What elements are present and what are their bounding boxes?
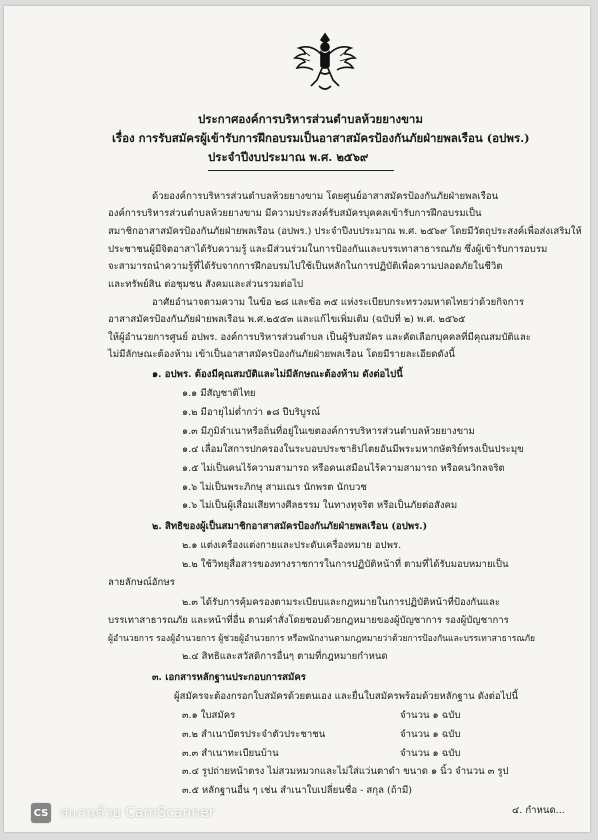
document-item-qty: จำนวน ๑ ฉบับ — [400, 710, 461, 721]
section-3-heading: ๓. เอกสารหลักฐานประกอบการสมัคร — [152, 672, 306, 683]
section-3-intro: ผู้สมัครจะต้องกรอกใบสมัครด้วยตนเอง และยื่นใบสมัครพร้อมด้วยหลักฐาน ดังต่อไปนี้ — [174, 691, 519, 702]
intro-line: ด้วยองค์การบริหารส่วนตำบลห้วยยางขาม โดยศูนย์อาสาสมัครป้องกันภัยฝ่ายพลเรือน — [152, 191, 499, 202]
document-item: ๓.๔ รูปถ่ายหน้าตรง ไม่สวมหมวกและไม่ใส่แว่นตาดำ ขนาด ๑ นิ้ว จำนวน ๓ รูป — [182, 766, 509, 777]
section-2-item: ๒.๒ ใช้วิทยุสื่อสารของทางราชการในการปฏิบัติหน้าที่ ตามที่ได้รับมอบหมายเป็น — [182, 559, 509, 570]
camscanner-logo-icon: CS — [30, 802, 52, 824]
intro-line: จะสามารถนำความรู้ที่ได้รับจากการฝึกอบรมไปใช้เป็นหลักในการปฏิบัติเพื่อความปลอดภัยในชีวิต — [108, 261, 503, 272]
section-2-item-cont: ลายลักษณ์อักษร — [108, 577, 175, 588]
section-1-item: ๑.๔ เลื่อมใสการปกครองในระบอบประชาธิปไตยอันมีพระมหากษัตริย์ทรงเป็นประมุข — [182, 444, 524, 455]
garuda-emblem-icon — [290, 28, 360, 98]
section-2-item: ๒.๑ แต่งเครื่องแต่งกายและประดับเครื่องหมาย อปพร. — [182, 540, 402, 551]
document-item-label: ๓.๒ สำเนาบัตรประจำตัวประชาชน — [182, 729, 326, 740]
document-item-label: ๓.๓ สำเนาทะเบียนบ้าน — [182, 748, 279, 759]
intro-line: องค์การบริหารส่วนตำบลห้วยยางขาม มีความประสงค์รับสมัครบุคคลเข้ารับการฝึกอบรมเป็น — [108, 208, 482, 219]
intro-line: ประชาชนผู้มีจิตอาสาได้รับความรู้ และมีส่วนร่วมในการป้องกันและบรรเทาสาธารณภัย ซึ่งผู้เข้ารับการอบรม — [108, 244, 548, 255]
section-1-item: ๑.๖ ไม่เป็นผู้เสื่อมเสียทางศีลธรรม ในทางทุจริต หรือเป็นภัยต่อสังคม — [182, 500, 458, 511]
camscanner-watermark — [30, 802, 215, 824]
section-2-item-cont: บรรเทาสาธารณภัย และหน้าที่อื่น ตามคำสั่งโดยชอบด้วยกฎหมายของผู้บัญชาการ รองผู้บัญชาการ — [108, 615, 509, 626]
section-1-item: ๑.๖ ไม่เป็นพระภิกษุ สามเณร นักพรต นักบวช — [182, 482, 367, 493]
section-1-heading: ๑. อปพร. ต้องมีคุณสมบัติและไม่มีลักษณะต้องห้าม ดังต่อไปนี้ — [152, 369, 403, 380]
section-2-item-cont: ผู้อำนวยการ รองผู้อำนวยการ ผู้ช่วยผู้อำนวยการ หรือพนักงานตามกฎหมายว่าด้วยการป้องกันและบรรเทาสาธารณภัย — [108, 634, 536, 644]
intro-line: สมาชิกอาสาสมัครป้องกันภัยฝ่ายพลเรือน (อปพร.) ประจำปีงบประมาณ พ.ศ. ๒๕๖๙ โดยมีวัตถุประสงค์เพื่อส่งเสริมให้ — [108, 226, 582, 237]
section-2-item: ๒.๓ ได้รับการคุ้มครองตามระเบียบและกฎหมายในการปฏิบัติหน้าที่ป้องกันและ — [182, 597, 500, 608]
section-1-item: ๑.๓ มีภูมิลำเนาหรือถิ่นที่อยู่ในเขตองค์การบริหารส่วนตำบลห้วยยางขาม — [182, 426, 475, 437]
header-line-1: ประกาศองค์การบริหารส่วนตำบลห้วยยางขาม — [198, 112, 423, 126]
header-divider — [208, 170, 394, 171]
authority-line: อาสาสมัครป้องกันภัยฝ่ายพลเรือน พ.ศ.๒๕๕๓ และแก้ไขเพิ่มเติม (ฉบับที่ ๒) พ.ศ. ๒๕๖๕ — [108, 314, 466, 325]
continuation-marker: ๔. กำหนด... — [512, 805, 565, 816]
section-2-heading: ๒. สิทธิของผู้เป็นสมาชิกอาสาสมัครป้องกันภัยฝ่ายพลเรือน (อปพร.) — [152, 521, 428, 532]
header-line-3: ประจำปีงบประมาณ พ.ศ. ๒๕๖๙ — [208, 150, 369, 164]
document-item-qty: จำนวน ๑ ฉบับ — [400, 748, 461, 759]
document-item: ๓.๕ หลักฐานอื่น ๆ เช่น สำเนาใบเปลี่ยนชื่อ - สกุล (ถ้ามี) — [182, 785, 413, 796]
section-1-item: ๑.๕ ไม่เป็นคนไร้ความสามารถ หรือคนเสมือนไร้ความสามารถ หรือคนวิกลจริต — [182, 463, 505, 474]
document-page — [4, 6, 590, 832]
authority-line: อาศัยอำนาจตามความ ในข้อ ๒๘ และข้อ ๓๕ แห่งระเบียบกระทรวงมหาดไทยว่าด้วยกิจการ — [152, 297, 524, 308]
intro-line: และทรัพย์สิน ต่อชุมชน สังคมและส่วนรวมต่อไป — [108, 279, 304, 290]
section-1-item: ๑.๑ มีสัญชาติไทย — [182, 388, 256, 399]
watermark-text: สแกนด้วย CamScanner — [60, 805, 215, 821]
authority-line: ไม่มีลักษณะต้องห้าม เข้าเป็นอาสาสมัครป้องกันภัยฝ่ายพลเรือน โดยมีรายละเอียดดังนี้ — [108, 349, 455, 360]
section-1-item: ๑.๒ มีอายุไม่ต่ำกว่า ๑๘ ปีบริบูรณ์ — [182, 407, 321, 418]
section-2-item: ๒.๔ สิทธิและสวัสดิการอื่นๆ ตามที่กฎหมายกำหนด — [182, 651, 388, 662]
authority-line: ให้ผู้อำนวยการศูนย์ อปพร. องค์การบริหารส่วนตำบล เป็นผู้รับสมัคร และคัดเลือกบุคคลที่มีคุณสมบัติและ — [108, 332, 531, 343]
document-item-label: ๓.๑ ใบสมัคร — [182, 710, 236, 721]
document-item-qty: จำนวน ๑ ฉบับ — [400, 729, 461, 740]
header-line-2: เรื่อง การรับสมัครผู้เข้ารับการฝึกอบรมเป็นอาสาสมัครป้องกันภัยฝ่ายพลเรือน (อปพร.) — [112, 131, 530, 145]
